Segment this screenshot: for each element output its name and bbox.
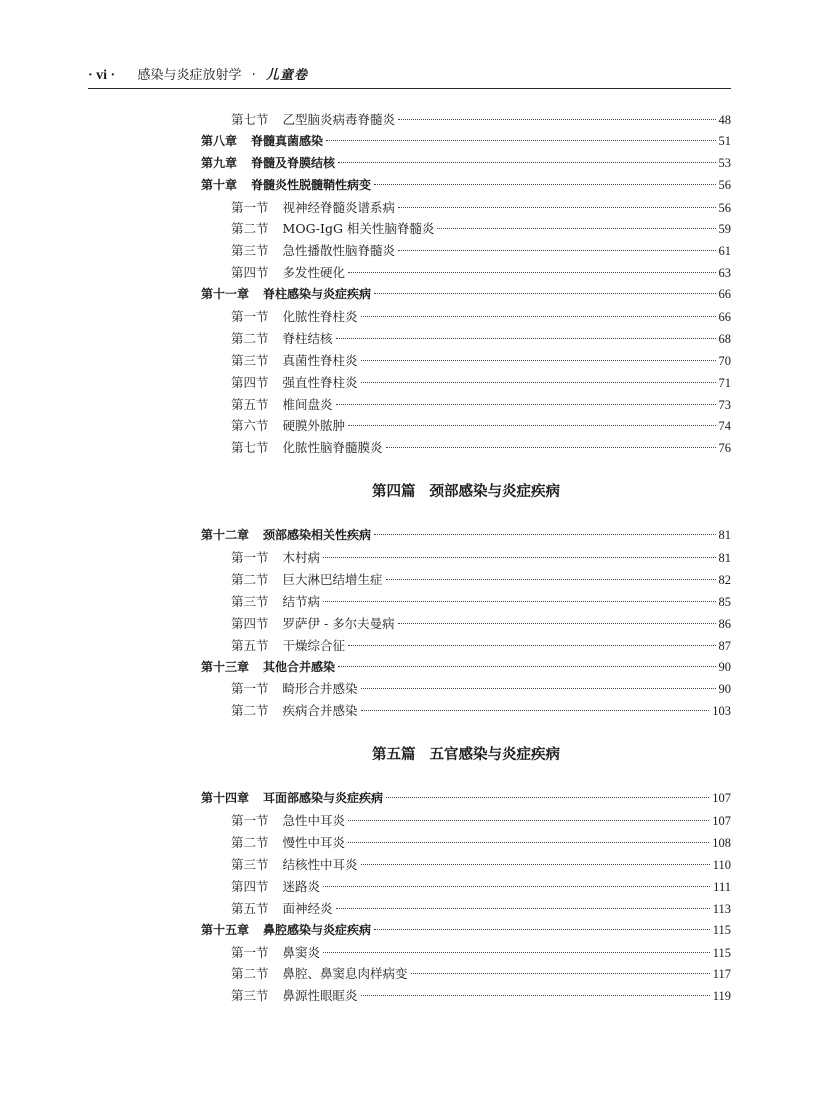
dot-leader xyxy=(374,292,715,294)
section-number: 第二节 xyxy=(231,221,269,237)
page-number: 119 xyxy=(712,989,731,1004)
section-title: 面神经炎 xyxy=(282,900,333,916)
section-number: 第四节 xyxy=(231,265,269,281)
chapter-title: 颈部感染相关性疾病 xyxy=(263,528,372,543)
dot-leader xyxy=(374,533,715,535)
page-number: 90 xyxy=(718,682,731,697)
dot-leader xyxy=(386,578,716,580)
section-number: 第六节 xyxy=(231,418,269,434)
part-heading-4 xyxy=(201,459,731,525)
dot-leader xyxy=(374,928,710,930)
dot-leader xyxy=(361,863,710,865)
dot-leader xyxy=(336,907,710,909)
page-number: 61 xyxy=(718,244,731,259)
dot-leader xyxy=(386,796,709,798)
toc-chapter-entry[interactable] xyxy=(201,131,731,153)
chapter-title: 脊髓及脊膜结核 xyxy=(251,155,336,170)
toc-chapter-entry[interactable] xyxy=(201,525,731,547)
dot-leader xyxy=(374,183,715,185)
page-number: 115 xyxy=(712,945,731,960)
section-number: 第四节 xyxy=(231,878,269,894)
chapter-title: 其他合并感染 xyxy=(263,659,336,674)
page-number: 86 xyxy=(718,616,731,631)
toc-section-entry[interactable] xyxy=(201,437,731,459)
page-number: 51 xyxy=(718,133,731,148)
dot-leader xyxy=(361,994,710,996)
header-book-title: 感染与炎症放射学 xyxy=(137,68,242,83)
section-number: 第一节 xyxy=(231,813,269,829)
section-number: 第二节 xyxy=(231,572,269,588)
page-number: 74 xyxy=(718,419,731,434)
page-number: 117 xyxy=(712,967,731,982)
toc-section-entry[interactable] xyxy=(201,591,731,613)
section-number: 第一节 xyxy=(231,550,269,566)
page-number: 68 xyxy=(718,331,731,346)
page-number: 73 xyxy=(718,397,731,412)
page-number: 59 xyxy=(718,222,731,237)
section-number: 第一节 xyxy=(231,681,269,697)
toc-section-entry[interactable] xyxy=(201,942,731,964)
dot-leader xyxy=(326,139,715,141)
section-number: 第三节 xyxy=(231,243,269,259)
page-number: 110 xyxy=(712,857,731,872)
toc-section-entry[interactable] xyxy=(201,372,731,394)
dot-leader xyxy=(361,381,716,383)
page-number: 53 xyxy=(718,155,731,170)
toc-section-entry[interactable] xyxy=(201,876,731,898)
section-title: 化脓性脊柱炎 xyxy=(282,309,358,325)
dot-leader xyxy=(336,403,716,405)
section-number: 第五节 xyxy=(231,396,269,412)
part-title: 五官感染与炎症疾病 xyxy=(429,746,560,764)
section-title: 化脓性脑脊髓膜炎 xyxy=(282,440,383,456)
section-title: 急性播散性脑脊髓炎 xyxy=(282,243,396,259)
toc-section-entry[interactable] xyxy=(201,635,731,657)
toc-section-entry[interactable] xyxy=(201,547,731,569)
dot-leader xyxy=(437,227,715,229)
part-title: 颈部感染与炎症疾病 xyxy=(429,483,560,501)
toc-section-entry[interactable] xyxy=(201,832,731,854)
toc-section-entry[interactable] xyxy=(201,262,731,284)
dot-leader xyxy=(361,315,716,317)
section-title: MOG-IgG 相关性脑脊髓炎 xyxy=(282,221,435,237)
page-number: 113 xyxy=(712,901,731,916)
page-number: 56 xyxy=(718,177,731,192)
part-number: 第四篇 xyxy=(372,483,416,501)
chapter-title: 脊柱感染与炎症疾病 xyxy=(263,287,372,302)
section-title: 鼻腔、鼻窦息肉样病变 xyxy=(282,966,408,982)
page-number: 66 xyxy=(718,287,731,302)
toc-section-entry[interactable] xyxy=(201,306,731,328)
chapter-number: 第十一章 xyxy=(201,287,250,302)
toc-section-entry[interactable] xyxy=(201,854,731,876)
section-title: 鼻窦炎 xyxy=(282,944,321,960)
section-title: 乙型脑炎病毒脊髓炎 xyxy=(282,112,396,127)
chapter-title: 耳面部感染与炎症疾病 xyxy=(263,791,384,806)
dot-leader xyxy=(323,885,710,887)
section-number: 第五节 xyxy=(231,900,269,916)
section-title: 多发性硬化 xyxy=(282,265,346,281)
section-number: 第二节 xyxy=(231,703,269,719)
section-number: 第三节 xyxy=(231,352,269,368)
dot-leader xyxy=(398,206,715,208)
section-number: 第二节 xyxy=(231,966,269,982)
header-separator: · xyxy=(251,68,256,83)
chapter-number: 第十二章 xyxy=(201,528,250,543)
toc-chapter-entry[interactable] xyxy=(201,284,731,306)
dot-leader xyxy=(348,841,709,843)
toc-section-entry[interactable] xyxy=(201,197,731,219)
header-page-number: · vi · xyxy=(88,68,116,83)
toc-section-entry[interactable] xyxy=(201,810,731,832)
section-number: 第三节 xyxy=(231,856,269,872)
dot-leader xyxy=(323,600,715,602)
page-number: 115 xyxy=(712,922,731,937)
section-number: 第七节 xyxy=(231,440,269,456)
toc-section-entry[interactable] xyxy=(201,963,731,985)
page-number: 81 xyxy=(718,528,731,543)
toc-chapter-entry[interactable] xyxy=(201,175,731,197)
dot-leader xyxy=(336,337,716,339)
dot-leader xyxy=(348,424,715,426)
header-volume: 儿童卷 xyxy=(265,68,308,83)
toc-section-entry[interactable] xyxy=(201,985,731,1007)
toc-section-entry[interactable] xyxy=(201,240,731,262)
dot-leader xyxy=(323,556,715,558)
toc-section-entry[interactable] xyxy=(201,700,731,722)
page-number: 107 xyxy=(712,814,731,829)
section-title: 真菌性脊柱炎 xyxy=(282,352,358,368)
page-number: 71 xyxy=(718,375,731,390)
toc-chapter-entry[interactable] xyxy=(201,788,731,810)
page-number: 81 xyxy=(718,551,731,566)
toc-section-entry[interactable] xyxy=(201,569,731,591)
page-number: 70 xyxy=(718,353,731,368)
dot-leader xyxy=(386,446,716,448)
toc-chapter-entry[interactable] xyxy=(201,920,731,942)
dot-leader xyxy=(338,665,715,667)
toc-section-entry[interactable] xyxy=(201,678,731,700)
dot-leader xyxy=(348,644,715,646)
section-title: 椎间盘炎 xyxy=(282,396,333,412)
section-number: 第一节 xyxy=(231,944,269,960)
page-number: 87 xyxy=(718,638,731,653)
section-title: 视神经脊髓炎谱系病 xyxy=(282,199,396,215)
dot-leader xyxy=(323,951,710,953)
toc-chapter-entry[interactable] xyxy=(201,153,731,175)
section-title: 硬膜外脓肿 xyxy=(282,418,346,434)
dot-leader xyxy=(361,359,716,361)
section-title: 迷路炎 xyxy=(282,878,321,894)
section-number: 第二节 xyxy=(231,330,269,346)
toc-section-entry[interactable] xyxy=(201,613,731,635)
section-title: 畸形合并感染 xyxy=(282,681,358,697)
section-number: 第四节 xyxy=(231,615,269,631)
section-number: 第一节 xyxy=(231,199,269,215)
page-number: 103 xyxy=(712,704,731,719)
section-number: 第二节 xyxy=(231,835,269,851)
toc-section-entry[interactable] xyxy=(201,415,731,437)
section-title: 疾病合并感染 xyxy=(282,703,358,719)
toc-block-3 xyxy=(201,788,731,1007)
page-number: 82 xyxy=(718,573,731,588)
toc-block-2 xyxy=(201,525,731,722)
chapter-number: 第十四章 xyxy=(201,791,250,806)
chapter-number: 第十三章 xyxy=(201,659,250,674)
dot-leader xyxy=(411,972,710,974)
chapter-number: 第九章 xyxy=(201,155,238,170)
toc-section-entry[interactable] xyxy=(201,218,731,240)
page-number: 85 xyxy=(718,594,731,609)
section-number: 第五节 xyxy=(231,637,269,653)
section-title: 结核性中耳炎 xyxy=(282,856,358,872)
chapter-title: 脊髓真菌感染 xyxy=(251,133,324,148)
section-title: 急性中耳炎 xyxy=(282,813,346,829)
table-of-contents xyxy=(201,109,731,1007)
dot-leader xyxy=(361,687,716,689)
section-title: 鼻源性眼眶炎 xyxy=(282,988,358,1004)
toc-section-entry[interactable] xyxy=(201,328,731,350)
dot-leader xyxy=(348,271,715,273)
toc-section-entry[interactable] xyxy=(201,350,731,372)
toc-section-entry[interactable] xyxy=(201,109,731,131)
toc-section-entry[interactable] xyxy=(201,898,731,920)
page-number: 111 xyxy=(713,879,731,894)
chapter-title: 脊髓炎性脱髓鞘性病变 xyxy=(251,177,372,192)
page-number: 56 xyxy=(718,200,731,215)
part-number: 第五篇 xyxy=(372,746,416,764)
section-title: 巨大淋巴结增生症 xyxy=(282,572,383,588)
page-number: 66 xyxy=(718,310,731,325)
chapter-number: 第十章 xyxy=(201,177,238,192)
chapter-number: 第八章 xyxy=(201,133,238,148)
chapter-title: 鼻腔感染与炎症疾病 xyxy=(263,922,372,937)
toc-chapter-entry[interactable] xyxy=(201,657,731,679)
section-title: 结节病 xyxy=(282,593,321,609)
page-number: 63 xyxy=(718,266,731,281)
chapter-number: 第十五章 xyxy=(201,922,250,937)
section-number: 第三节 xyxy=(231,988,269,1004)
toc-section-entry[interactable] xyxy=(201,394,731,416)
section-title: 木村病 xyxy=(282,550,321,566)
section-title: 干燥综合征 xyxy=(282,637,346,653)
part-heading-5 xyxy=(201,722,731,788)
page-number: 90 xyxy=(718,659,731,674)
page-number: 108 xyxy=(712,836,731,851)
page-number: 76 xyxy=(718,441,731,456)
page-number: 107 xyxy=(712,791,731,806)
section-title: 罗萨伊 - 多尔夫曼病 xyxy=(282,615,395,631)
dot-leader xyxy=(398,249,715,251)
dot-leader xyxy=(398,622,716,624)
running-header xyxy=(88,66,731,89)
section-title: 强直性脊柱炎 xyxy=(282,374,358,390)
section-title: 脊柱结核 xyxy=(282,330,333,346)
section-title: 慢性中耳炎 xyxy=(282,835,346,851)
dot-leader xyxy=(398,118,715,120)
section-number: 第四节 xyxy=(231,374,269,390)
page-number: 48 xyxy=(718,113,731,127)
section-number: 第一节 xyxy=(231,309,269,325)
dot-leader xyxy=(348,819,709,821)
section-number: 第三节 xyxy=(231,593,269,609)
section-number: 第七节 xyxy=(231,112,269,127)
dot-leader xyxy=(338,161,715,163)
dot-leader xyxy=(361,709,710,711)
toc-block-1 xyxy=(201,109,731,459)
